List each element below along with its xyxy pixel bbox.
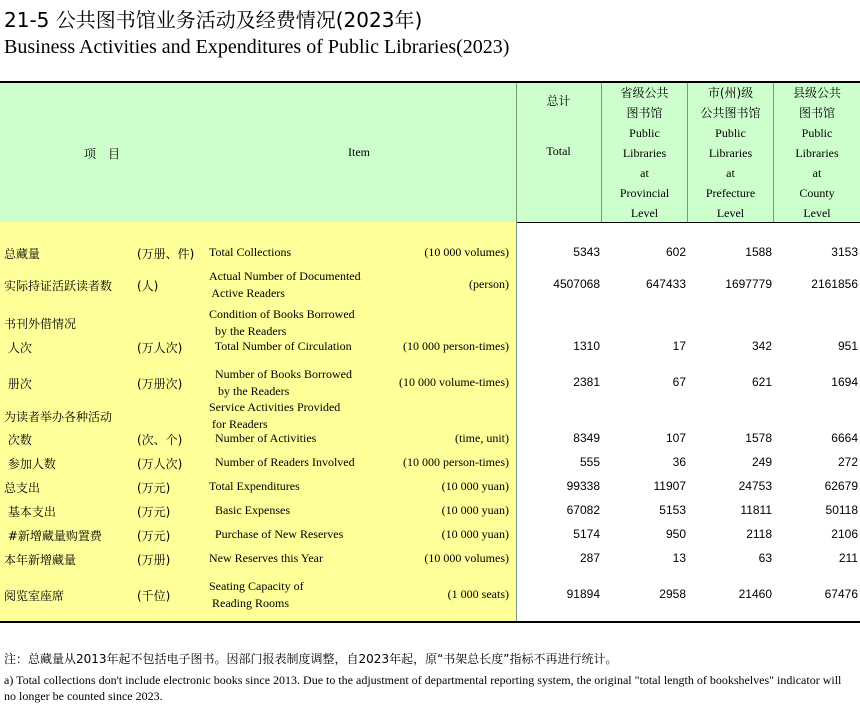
row-label-cn: #新增藏量购置费 [4, 529, 102, 543]
cell-value: 67 [672, 375, 686, 389]
cell-value: 1578 [745, 431, 772, 445]
row-unit-en: (10 000 yuan) [441, 527, 509, 541]
row-unit-cn: (万册次) [137, 377, 183, 391]
column-header-cn: 图书馆 [626, 106, 663, 120]
cell-value: 2106 [831, 527, 858, 541]
cell-value: 1697779 [725, 277, 772, 291]
stub-divider [516, 222, 517, 621]
cell-value: 249 [751, 455, 772, 469]
row-label-cn: 参加人数 [4, 457, 56, 471]
row-label-cn: 基本支出 [4, 505, 56, 519]
row-label-en: Number of Readers Involved [209, 455, 355, 469]
column-header-en: Total [546, 144, 571, 158]
row-label-en: Condition of Books Borrowed [209, 307, 355, 321]
row-unit-en: (person) [469, 277, 509, 291]
footnote-cn: 注：总藏量从2013年起不包括电子图书。因部门报表制度调整，自2023年起，原“书架总长度”指标不再进行统计。 [4, 652, 618, 666]
cell-value: 107 [665, 431, 686, 445]
column-header-en: County [799, 186, 835, 200]
column-header-en: Level [630, 206, 659, 220]
cell-value: 4507068 [553, 277, 600, 291]
cell-value: 342 [751, 339, 772, 353]
table-title-en: Business Activities and Expenditures of Public Libraries(2023) [4, 36, 510, 58]
row-unit-cn: (万元) [137, 481, 171, 495]
row-label-en: Actual Number of Documented [209, 269, 361, 283]
row-unit-en: (1 000 seats) [447, 587, 509, 601]
cell-value: 50118 [825, 503, 858, 517]
footnote-en: a) Total collections don't include electronic books since 2013. Due to the adjustment of departmental reporting system, the original "total length of bookshelves" indicator will no longer be counted since 2023. [4, 673, 842, 703]
cell-value: 17 [672, 339, 686, 353]
column-header-en: Public [715, 126, 746, 140]
cell-value: 272 [837, 455, 858, 469]
row-label-en: by the Readers [209, 324, 287, 338]
column-header-en: Level [803, 206, 831, 220]
row-label-en: Number of Activities [209, 431, 317, 445]
cell-value: 13 [672, 551, 686, 565]
column-header-cn: 县级公共 [792, 86, 841, 100]
cell-value: 1588 [745, 245, 772, 259]
row-label-en: Service Activities Provided [209, 400, 341, 414]
row-unit-cn: (万元) [137, 529, 171, 543]
row-unit-cn: (万人次) [137, 457, 183, 471]
row-unit-cn: (万册) [137, 553, 171, 567]
cell-value: 11811 [740, 503, 772, 517]
cell-value: 63 [758, 551, 772, 565]
cell-value: 1310 [573, 339, 600, 353]
row-unit-en: (10 000 person-times) [403, 339, 509, 353]
column-header-cn: 省级公共 [620, 86, 669, 100]
column-header-en: Libraries [708, 146, 753, 160]
row-label-en: Total Number of Circulation [209, 339, 352, 353]
cell-value: 647433 [645, 277, 686, 291]
cell-value: 2161856 [811, 277, 858, 291]
header-item-en: Item [348, 145, 370, 159]
row-unit-en: (10 000 volume-times) [399, 375, 509, 389]
row-unit-en: (10 000 volumes) [424, 551, 509, 565]
row-label-en: by the Readers [209, 384, 290, 398]
row-label-cn: 人次 [4, 341, 32, 355]
row-unit-cn: (次、个) [137, 433, 183, 447]
cell-value: 99338 [566, 479, 600, 493]
row-label-cn: 阅览室座席 [4, 589, 65, 603]
column-header-0 [516, 83, 601, 222]
cell-value: 2381 [573, 375, 600, 389]
row-label-en: Number of Books Borrowed [209, 367, 352, 381]
row-label-cn: 册次 [4, 377, 32, 391]
column-header-en: Public [801, 126, 833, 140]
row-label-en: Basic Expenses [209, 503, 290, 517]
row-unit-en: (time, unit) [455, 431, 509, 445]
column-header-en: Public [629, 126, 660, 140]
cell-value: 621 [751, 375, 772, 389]
row-label-cn: 总藏量 [4, 247, 41, 261]
column-header-cn: 公共图书馆 [700, 106, 761, 120]
row-unit-cn: (万元) [137, 505, 171, 519]
cell-value: 36 [672, 455, 686, 469]
row-label-cn: 总支出 [4, 481, 41, 495]
cell-value: 1694 [831, 375, 858, 389]
row-unit-en: (10 000 yuan) [441, 503, 509, 517]
column-header-en: Level [716, 206, 745, 220]
cell-value: 211 [838, 551, 858, 565]
cell-value: 24753 [738, 479, 772, 493]
row-label-en: Active Readers [209, 286, 285, 300]
cell-value: 62679 [824, 479, 858, 493]
cell-value: 21460 [738, 587, 772, 601]
row-label-en: Purchase of New Reserves [209, 527, 344, 541]
row-label-en: Total Collections [209, 245, 292, 259]
cell-value: 11907 [653, 479, 686, 493]
column-header-3 [774, 83, 860, 222]
column-header-1 [602, 83, 687, 222]
column-header-2 [688, 83, 773, 222]
row-label-en: Seating Capacity of [209, 579, 304, 593]
column-header-en: at [640, 166, 649, 180]
row-unit-cn: (万册、件) [137, 247, 195, 261]
row-label-cn: 书刊外借情况 [4, 317, 77, 331]
cell-value: 6664 [831, 431, 858, 445]
column-header-en: Provincial [619, 186, 670, 200]
column-header-en: Libraries [795, 146, 839, 160]
column-header-en: Prefecture [705, 186, 756, 200]
cell-value: 67082 [566, 503, 600, 517]
cell-value: 8349 [573, 431, 600, 445]
cell-value: 91894 [566, 587, 600, 601]
bottom-rule [0, 621, 860, 623]
column-header-en: at [812, 166, 822, 180]
cell-value: 5343 [573, 245, 600, 259]
header-item-cn: 项 目 [84, 147, 121, 161]
column-header-cn: 总计 [546, 94, 571, 108]
cell-value: 5174 [573, 527, 600, 541]
row-unit-en: (10 000 volumes) [424, 245, 509, 259]
row-label-en: New Reserves this Year [209, 551, 323, 565]
row-label-cn: 实际持证活跃读者数 [4, 279, 113, 293]
row-unit-en: (10 000 yuan) [441, 479, 509, 493]
row-unit-cn: (千位) [137, 589, 171, 603]
column-header-en: Libraries [622, 146, 667, 160]
cell-value: 287 [579, 551, 600, 565]
column-header-cn: 市(州)级 [707, 86, 754, 100]
cell-value: 602 [665, 245, 686, 259]
row-label-cn: 次数 [4, 433, 32, 447]
row-label-en: for Readers [209, 417, 268, 431]
row-unit-en: (10 000 person-times) [403, 455, 509, 469]
cell-value: 3153 [831, 245, 858, 259]
row-unit-cn: (万人次) [137, 341, 183, 355]
row-label-cn: 本年新增藏量 [4, 553, 77, 567]
cell-value: 950 [665, 527, 686, 541]
cell-value: 5153 [659, 503, 686, 517]
table-title-cn: 21-5 公共图书馆业务活动及经费情况(2023年) [4, 8, 423, 32]
cell-value: 67476 [824, 587, 858, 601]
cell-value: 2958 [659, 587, 686, 601]
row-label-cn: 为读者举办各种活动 [4, 410, 113, 424]
column-header-cn: 图书馆 [798, 106, 835, 120]
row-label-en: Reading Rooms [209, 596, 289, 610]
row-unit-cn: (人) [137, 279, 159, 293]
cell-value: 555 [579, 455, 600, 469]
cell-value: 951 [837, 339, 858, 353]
cell-value: 2118 [746, 527, 772, 541]
column-header-en: at [726, 166, 735, 180]
row-label-en: Total Expenditures [209, 479, 300, 493]
